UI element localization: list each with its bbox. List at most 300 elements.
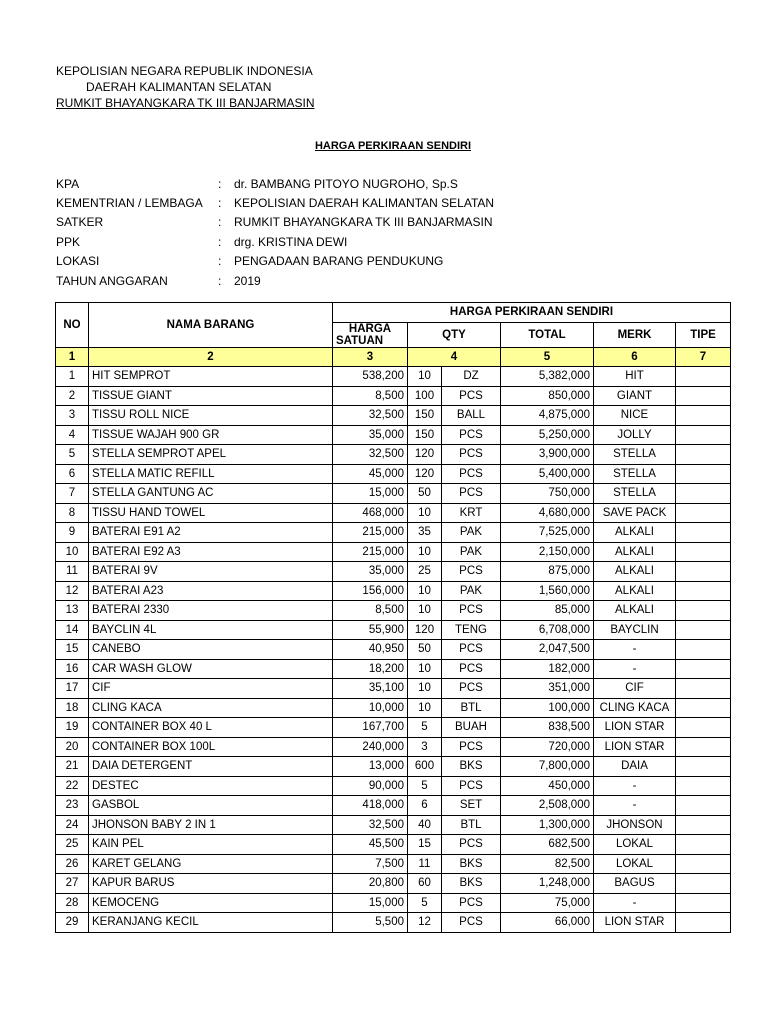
cell-total: 7,800,000	[501, 757, 594, 777]
table-row	[56, 542, 731, 562]
cell-nama: BATERAI E92 A3	[89, 542, 333, 562]
column-number: 6	[594, 347, 676, 367]
cell-merk: -	[594, 640, 676, 660]
cell-harga: 90,000	[333, 776, 408, 796]
cell-qty: 11	[408, 854, 442, 874]
cell-merk: ALKALI	[594, 581, 676, 601]
table-row	[56, 640, 731, 660]
cell-qty: 40	[408, 815, 442, 835]
cell-unit: BALL	[442, 406, 501, 426]
cell-harga: 8,500	[333, 601, 408, 621]
cell-harga: 538,200	[333, 367, 408, 387]
cell-tipe	[676, 718, 731, 738]
info-label: SATKER	[56, 215, 104, 230]
cell-qty: 35	[408, 523, 442, 543]
cell-tipe	[676, 796, 731, 816]
cell-total: 5,400,000	[501, 464, 594, 484]
cell-harga: 15,000	[333, 484, 408, 504]
info-row	[56, 232, 494, 251]
cell-total: 2,047,500	[501, 640, 594, 660]
cell-unit: PCS	[442, 484, 501, 504]
cell-merk: HIT	[594, 367, 676, 387]
info-value: KEPOLISIAN DAERAH KALIMANTAN SELATAN	[234, 196, 495, 211]
column-number: 3	[333, 347, 408, 367]
cell-merk: STELLA	[594, 445, 676, 465]
cell-qty: 10	[408, 601, 442, 621]
cell-merk: ALKALI	[594, 562, 676, 582]
cell-unit: TENG	[442, 620, 501, 640]
cell-merk: -	[594, 659, 676, 679]
cell-unit: PCS	[442, 893, 501, 913]
cell-nama: TISSU HAND TOWEL	[89, 503, 333, 523]
cell-merk: BAGUS	[594, 874, 676, 894]
cell-merk: CIF	[594, 679, 676, 699]
cell-qty: 120	[408, 620, 442, 640]
cell-unit: PCS	[442, 386, 501, 406]
cell-qty: 10	[408, 581, 442, 601]
cell-total: 6,708,000	[501, 620, 594, 640]
cell-total: 875,000	[501, 562, 594, 582]
cell-qty: 600	[408, 757, 442, 777]
cell-harga: 15,000	[333, 893, 408, 913]
cell-total: 100,000	[501, 698, 594, 718]
cell-total: 4,875,000	[501, 406, 594, 426]
info-sep: :	[218, 254, 222, 269]
cell-qty: 5	[408, 776, 442, 796]
cell-total: 66,000	[501, 913, 594, 933]
cell-harga: 156,000	[333, 581, 408, 601]
table-row	[56, 757, 731, 777]
cell-total: 1,300,000	[501, 815, 594, 835]
cell-no: 6	[56, 464, 89, 484]
cell-nama: CLING KACA	[89, 698, 333, 718]
cell-nama: KAPUR BARUS	[89, 874, 333, 894]
cell-harga: 32,500	[333, 445, 408, 465]
cell-qty: 10	[408, 503, 442, 523]
info-label: PPK	[56, 234, 81, 249]
cell-merk: JOLLY	[594, 425, 676, 445]
table-row	[56, 698, 731, 718]
cell-unit: DZ	[442, 367, 501, 387]
cell-nama: CANEBO	[89, 640, 333, 660]
cell-unit: PCS	[442, 445, 501, 465]
cell-unit: BKS	[442, 757, 501, 777]
column-number: 2	[89, 347, 333, 367]
cell-merk: LOKAL	[594, 835, 676, 855]
info-value: dr. BAMBANG PITOYO NUGROHO, Sp.S	[234, 176, 458, 191]
info-sep: :	[218, 273, 222, 288]
info-label: KPA	[56, 176, 80, 191]
cell-unit: PCS	[442, 776, 501, 796]
cell-unit: BKS	[442, 874, 501, 894]
cell-total: 5,250,000	[501, 425, 594, 445]
cell-harga: 35,000	[333, 562, 408, 582]
cell-merk: JHONSON	[594, 815, 676, 835]
cell-tipe	[676, 562, 731, 582]
cell-merk: -	[594, 893, 676, 913]
cell-merk: CLING KACA	[594, 698, 676, 718]
cell-no: 3	[56, 406, 89, 426]
cell-total: 5,382,000	[501, 367, 594, 387]
header-line-3: RUMKIT BHAYANGKARA TK III BANJARMASIN	[56, 96, 315, 110]
cell-nama: KARET GELANG	[89, 854, 333, 874]
info-row	[56, 174, 494, 193]
cell-harga: 45,500	[333, 835, 408, 855]
cell-total: 182,000	[501, 659, 594, 679]
cell-unit: PCS	[442, 679, 501, 699]
cell-nama: CONTAINER BOX 100L	[89, 737, 333, 757]
cell-harga: 468,000	[333, 503, 408, 523]
info-sep: :	[218, 215, 222, 230]
table-row	[56, 523, 731, 543]
cell-no: 2	[56, 386, 89, 406]
cell-total: 75,000	[501, 893, 594, 913]
cell-unit: SET	[442, 796, 501, 816]
cell-harga: 35,000	[333, 425, 408, 445]
cell-total: 850,000	[501, 386, 594, 406]
cell-unit: PAK	[442, 523, 501, 543]
price-table	[55, 302, 731, 933]
cell-no: 28	[56, 893, 89, 913]
cell-qty: 25	[408, 562, 442, 582]
cell-no: 7	[56, 484, 89, 504]
table-row	[56, 386, 731, 406]
info-value: 2019	[234, 273, 261, 288]
cell-harga: 7,500	[333, 854, 408, 874]
info-value: RUMKIT BHAYANGKARA TK III BANJARMASIN	[234, 215, 493, 230]
group-header: HARGA PERKIRAAN SENDIRI	[333, 303, 731, 323]
cell-unit: BTL	[442, 698, 501, 718]
table-row	[56, 679, 731, 699]
cell-qty: 10	[408, 659, 442, 679]
cell-no: 17	[56, 679, 89, 699]
cell-merk: LION STAR	[594, 737, 676, 757]
cell-unit: PCS	[442, 562, 501, 582]
cell-nama: TISSUE WAJAH 900 GR	[89, 425, 333, 445]
table-row	[56, 464, 731, 484]
cell-total: 85,000	[501, 601, 594, 621]
table-row	[56, 718, 731, 738]
info-row	[56, 193, 494, 212]
cell-harga: 240,000	[333, 737, 408, 757]
cell-nama: BATERAI 9V	[89, 562, 333, 582]
cell-harga: 8,500	[333, 386, 408, 406]
cell-harga: 55,900	[333, 620, 408, 640]
cell-tipe	[676, 874, 731, 894]
cell-no: 14	[56, 620, 89, 640]
cell-nama: KERANJANG KECIL	[89, 913, 333, 933]
cell-tipe	[676, 445, 731, 465]
cell-unit: KRT	[442, 503, 501, 523]
cell-unit: PCS	[442, 737, 501, 757]
cell-nama: KAIN PEL	[89, 835, 333, 855]
info-row	[56, 252, 494, 271]
cell-harga: 32,500	[333, 406, 408, 426]
cell-no: 1	[56, 367, 89, 387]
cell-qty: 50	[408, 484, 442, 504]
cell-unit: BKS	[442, 854, 501, 874]
cell-merk: LION STAR	[594, 718, 676, 738]
cell-tipe	[676, 913, 731, 933]
col-header-no: NO	[56, 303, 89, 348]
cell-qty: 10	[408, 367, 442, 387]
cell-harga: 32,500	[333, 815, 408, 835]
cell-nama: STELLA GANTUNG AC	[89, 484, 333, 504]
cell-harga: 215,000	[333, 542, 408, 562]
cell-merk: NICE	[594, 406, 676, 426]
cell-total: 351,000	[501, 679, 594, 699]
cell-qty: 5	[408, 893, 442, 913]
cell-total: 1,560,000	[501, 581, 594, 601]
table-row	[56, 737, 731, 757]
cell-harga: 5,500	[333, 913, 408, 933]
cell-nama: CIF	[89, 679, 333, 699]
cell-merk: STELLA	[594, 484, 676, 504]
cell-harga: 40,950	[333, 640, 408, 660]
info-value: PENGADAAN BARANG PENDUKUNG	[234, 254, 444, 269]
cell-tipe	[676, 542, 731, 562]
cell-harga: 215,000	[333, 523, 408, 543]
cell-no: 25	[56, 835, 89, 855]
cell-nama: TISSUE GIANT	[89, 386, 333, 406]
info-sep: :	[218, 176, 222, 191]
cell-tipe	[676, 640, 731, 660]
cell-tipe	[676, 503, 731, 523]
cell-unit: PCS	[442, 913, 501, 933]
cell-no: 13	[56, 601, 89, 621]
table-row	[56, 874, 731, 894]
cell-total: 2,150,000	[501, 542, 594, 562]
cell-merk: STELLA	[594, 464, 676, 484]
cell-no: 8	[56, 503, 89, 523]
cell-nama: BATERAI 2330	[89, 601, 333, 621]
info-label: LOKASI	[56, 254, 100, 269]
cell-no: 12	[56, 581, 89, 601]
col-header-tipe: TIPE	[676, 322, 731, 347]
cell-unit: BUAH	[442, 718, 501, 738]
cell-qty: 120	[408, 464, 442, 484]
cell-tipe	[676, 893, 731, 913]
table-row	[56, 659, 731, 679]
cell-unit: BTL	[442, 815, 501, 835]
cell-unit: PCS	[442, 425, 501, 445]
cell-tipe	[676, 757, 731, 777]
cell-harga: 418,000	[333, 796, 408, 816]
cell-no: 9	[56, 523, 89, 543]
info-value: drg. KRISTINA DEWI	[234, 234, 348, 249]
cell-qty: 10	[408, 542, 442, 562]
cell-harga: 13,000	[333, 757, 408, 777]
col-header-harga-line1: HARGA	[348, 322, 392, 335]
cell-no: 26	[56, 854, 89, 874]
table-row	[56, 367, 731, 387]
table-row	[56, 796, 731, 816]
cell-unit: PCS	[442, 601, 501, 621]
cell-no: 23	[56, 796, 89, 816]
cell-tipe	[676, 523, 731, 543]
cell-merk: LOKAL	[594, 854, 676, 874]
cell-no: 11	[56, 562, 89, 582]
table-row	[56, 913, 731, 933]
table-row	[56, 620, 731, 640]
table-row	[56, 776, 731, 796]
cell-unit: PAK	[442, 581, 501, 601]
cell-tipe	[676, 815, 731, 835]
column-number-row	[56, 347, 731, 367]
cell-merk: ALKALI	[594, 601, 676, 621]
cell-total: 450,000	[501, 776, 594, 796]
cell-tipe	[676, 854, 731, 874]
cell-nama: BAYCLIN 4L	[89, 620, 333, 640]
cell-no: 18	[56, 698, 89, 718]
cell-nama: STELLA SEMPROT APEL	[89, 445, 333, 465]
table-row	[56, 503, 731, 523]
col-header-qty: QTY	[408, 322, 501, 347]
cell-tipe	[676, 835, 731, 855]
column-number: 4	[408, 347, 501, 367]
table-row	[56, 581, 731, 601]
info-sep: :	[218, 196, 222, 211]
cell-qty: 150	[408, 406, 442, 426]
cell-nama: BATERAI E91 A2	[89, 523, 333, 543]
cell-no: 27	[56, 874, 89, 894]
cell-total: 3,900,000	[501, 445, 594, 465]
cell-unit: PCS	[442, 640, 501, 660]
cell-nama: JHONSON BABY 2 IN 1	[89, 815, 333, 835]
cell-no: 16	[56, 659, 89, 679]
cell-merk: BAYCLIN	[594, 620, 676, 640]
table-row	[56, 893, 731, 913]
cell-qty: 6	[408, 796, 442, 816]
cell-tipe	[676, 464, 731, 484]
cell-total: 720,000	[501, 737, 594, 757]
cell-harga: 45,000	[333, 464, 408, 484]
cell-nama: STELLA MATIC REFILL	[89, 464, 333, 484]
cell-unit: PCS	[442, 659, 501, 679]
cell-total: 1,248,000	[501, 874, 594, 894]
cell-tipe	[676, 601, 731, 621]
column-number: 1	[56, 347, 89, 367]
cell-qty: 120	[408, 445, 442, 465]
cell-nama: TISSU ROLL NICE	[89, 406, 333, 426]
cell-tipe	[676, 776, 731, 796]
cell-qty: 60	[408, 874, 442, 894]
cell-unit: PAK	[442, 542, 501, 562]
table-row	[56, 425, 731, 445]
col-header-harga	[333, 322, 408, 347]
cell-tipe	[676, 386, 731, 406]
cell-unit: PCS	[442, 835, 501, 855]
cell-total: 4,680,000	[501, 503, 594, 523]
cell-qty: 12	[408, 913, 442, 933]
col-header-nama: NAMA BARANG	[89, 303, 333, 348]
column-number: 5	[501, 347, 594, 367]
cell-nama: GASBOL	[89, 796, 333, 816]
cell-total: 7,525,000	[501, 523, 594, 543]
cell-qty: 3	[408, 737, 442, 757]
cell-merk: SAVE PACK	[594, 503, 676, 523]
cell-total: 682,500	[501, 835, 594, 855]
cell-no: 5	[56, 445, 89, 465]
cell-nama: BATERAI A23	[89, 581, 333, 601]
info-label: KEMENTRIAN / LEMBAGA	[56, 196, 203, 211]
cell-qty: 10	[408, 698, 442, 718]
header-line-1: KEPOLISIAN NEGARA REPUBLIK INDONESIA	[56, 64, 313, 78]
table-row	[56, 484, 731, 504]
cell-no: 19	[56, 718, 89, 738]
cell-merk: DAIA	[594, 757, 676, 777]
cell-total: 2,508,000	[501, 796, 594, 816]
cell-harga: 18,200	[333, 659, 408, 679]
cell-nama: CONTAINER BOX 40 L	[89, 718, 333, 738]
cell-merk: LION STAR	[594, 913, 676, 933]
cell-merk: ALKALI	[594, 542, 676, 562]
cell-total: 750,000	[501, 484, 594, 504]
cell-qty: 10	[408, 679, 442, 699]
table-row	[56, 835, 731, 855]
cell-merk: -	[594, 796, 676, 816]
cell-total: 82,500	[501, 854, 594, 874]
table-row	[56, 406, 731, 426]
cell-harga: 35,100	[333, 679, 408, 699]
cell-no: 10	[56, 542, 89, 562]
table-row	[56, 601, 731, 621]
table-row	[56, 562, 731, 582]
table-row	[56, 815, 731, 835]
cell-merk: GIANT	[594, 386, 676, 406]
cell-tipe	[676, 581, 731, 601]
cell-tipe	[676, 737, 731, 757]
table-row	[56, 445, 731, 465]
cell-nama: DAIA DETERGENT	[89, 757, 333, 777]
cell-tipe	[676, 659, 731, 679]
info-label: TAHUN ANGGARAN	[56, 273, 168, 288]
column-number: 7	[676, 347, 731, 367]
cell-nama: CAR WASH GLOW	[89, 659, 333, 679]
table-row	[56, 854, 731, 874]
cell-qty: 100	[408, 386, 442, 406]
cell-qty: 5	[408, 718, 442, 738]
info-block	[56, 174, 494, 290]
cell-no: 24	[56, 815, 89, 835]
cell-tipe	[676, 484, 731, 504]
cell-no: 20	[56, 737, 89, 757]
cell-tipe	[676, 425, 731, 445]
cell-tipe	[676, 698, 731, 718]
cell-total: 838,500	[501, 718, 594, 738]
cell-qty: 50	[408, 640, 442, 660]
cell-merk: -	[594, 776, 676, 796]
cell-no: 15	[56, 640, 89, 660]
cell-harga: 20,800	[333, 874, 408, 894]
cell-harga: 167,700	[333, 718, 408, 738]
cell-nama: DESTEC	[89, 776, 333, 796]
cell-no: 29	[56, 913, 89, 933]
cell-qty: 150	[408, 425, 442, 445]
col-header-total: TOTAL	[501, 322, 594, 347]
document-title: HARGA PERKIRAAN SENDIRI	[314, 140, 472, 152]
col-header-harga-line2: SATUAN	[336, 334, 384, 347]
cell-merk: ALKALI	[594, 523, 676, 543]
cell-tipe	[676, 406, 731, 426]
info-row	[56, 213, 494, 232]
cell-nama: HIT SEMPROT	[89, 367, 333, 387]
cell-no: 22	[56, 776, 89, 796]
info-row	[56, 271, 494, 290]
cell-tipe	[676, 367, 731, 387]
cell-tipe	[676, 620, 731, 640]
cell-nama: KEMOCENG	[89, 893, 333, 913]
